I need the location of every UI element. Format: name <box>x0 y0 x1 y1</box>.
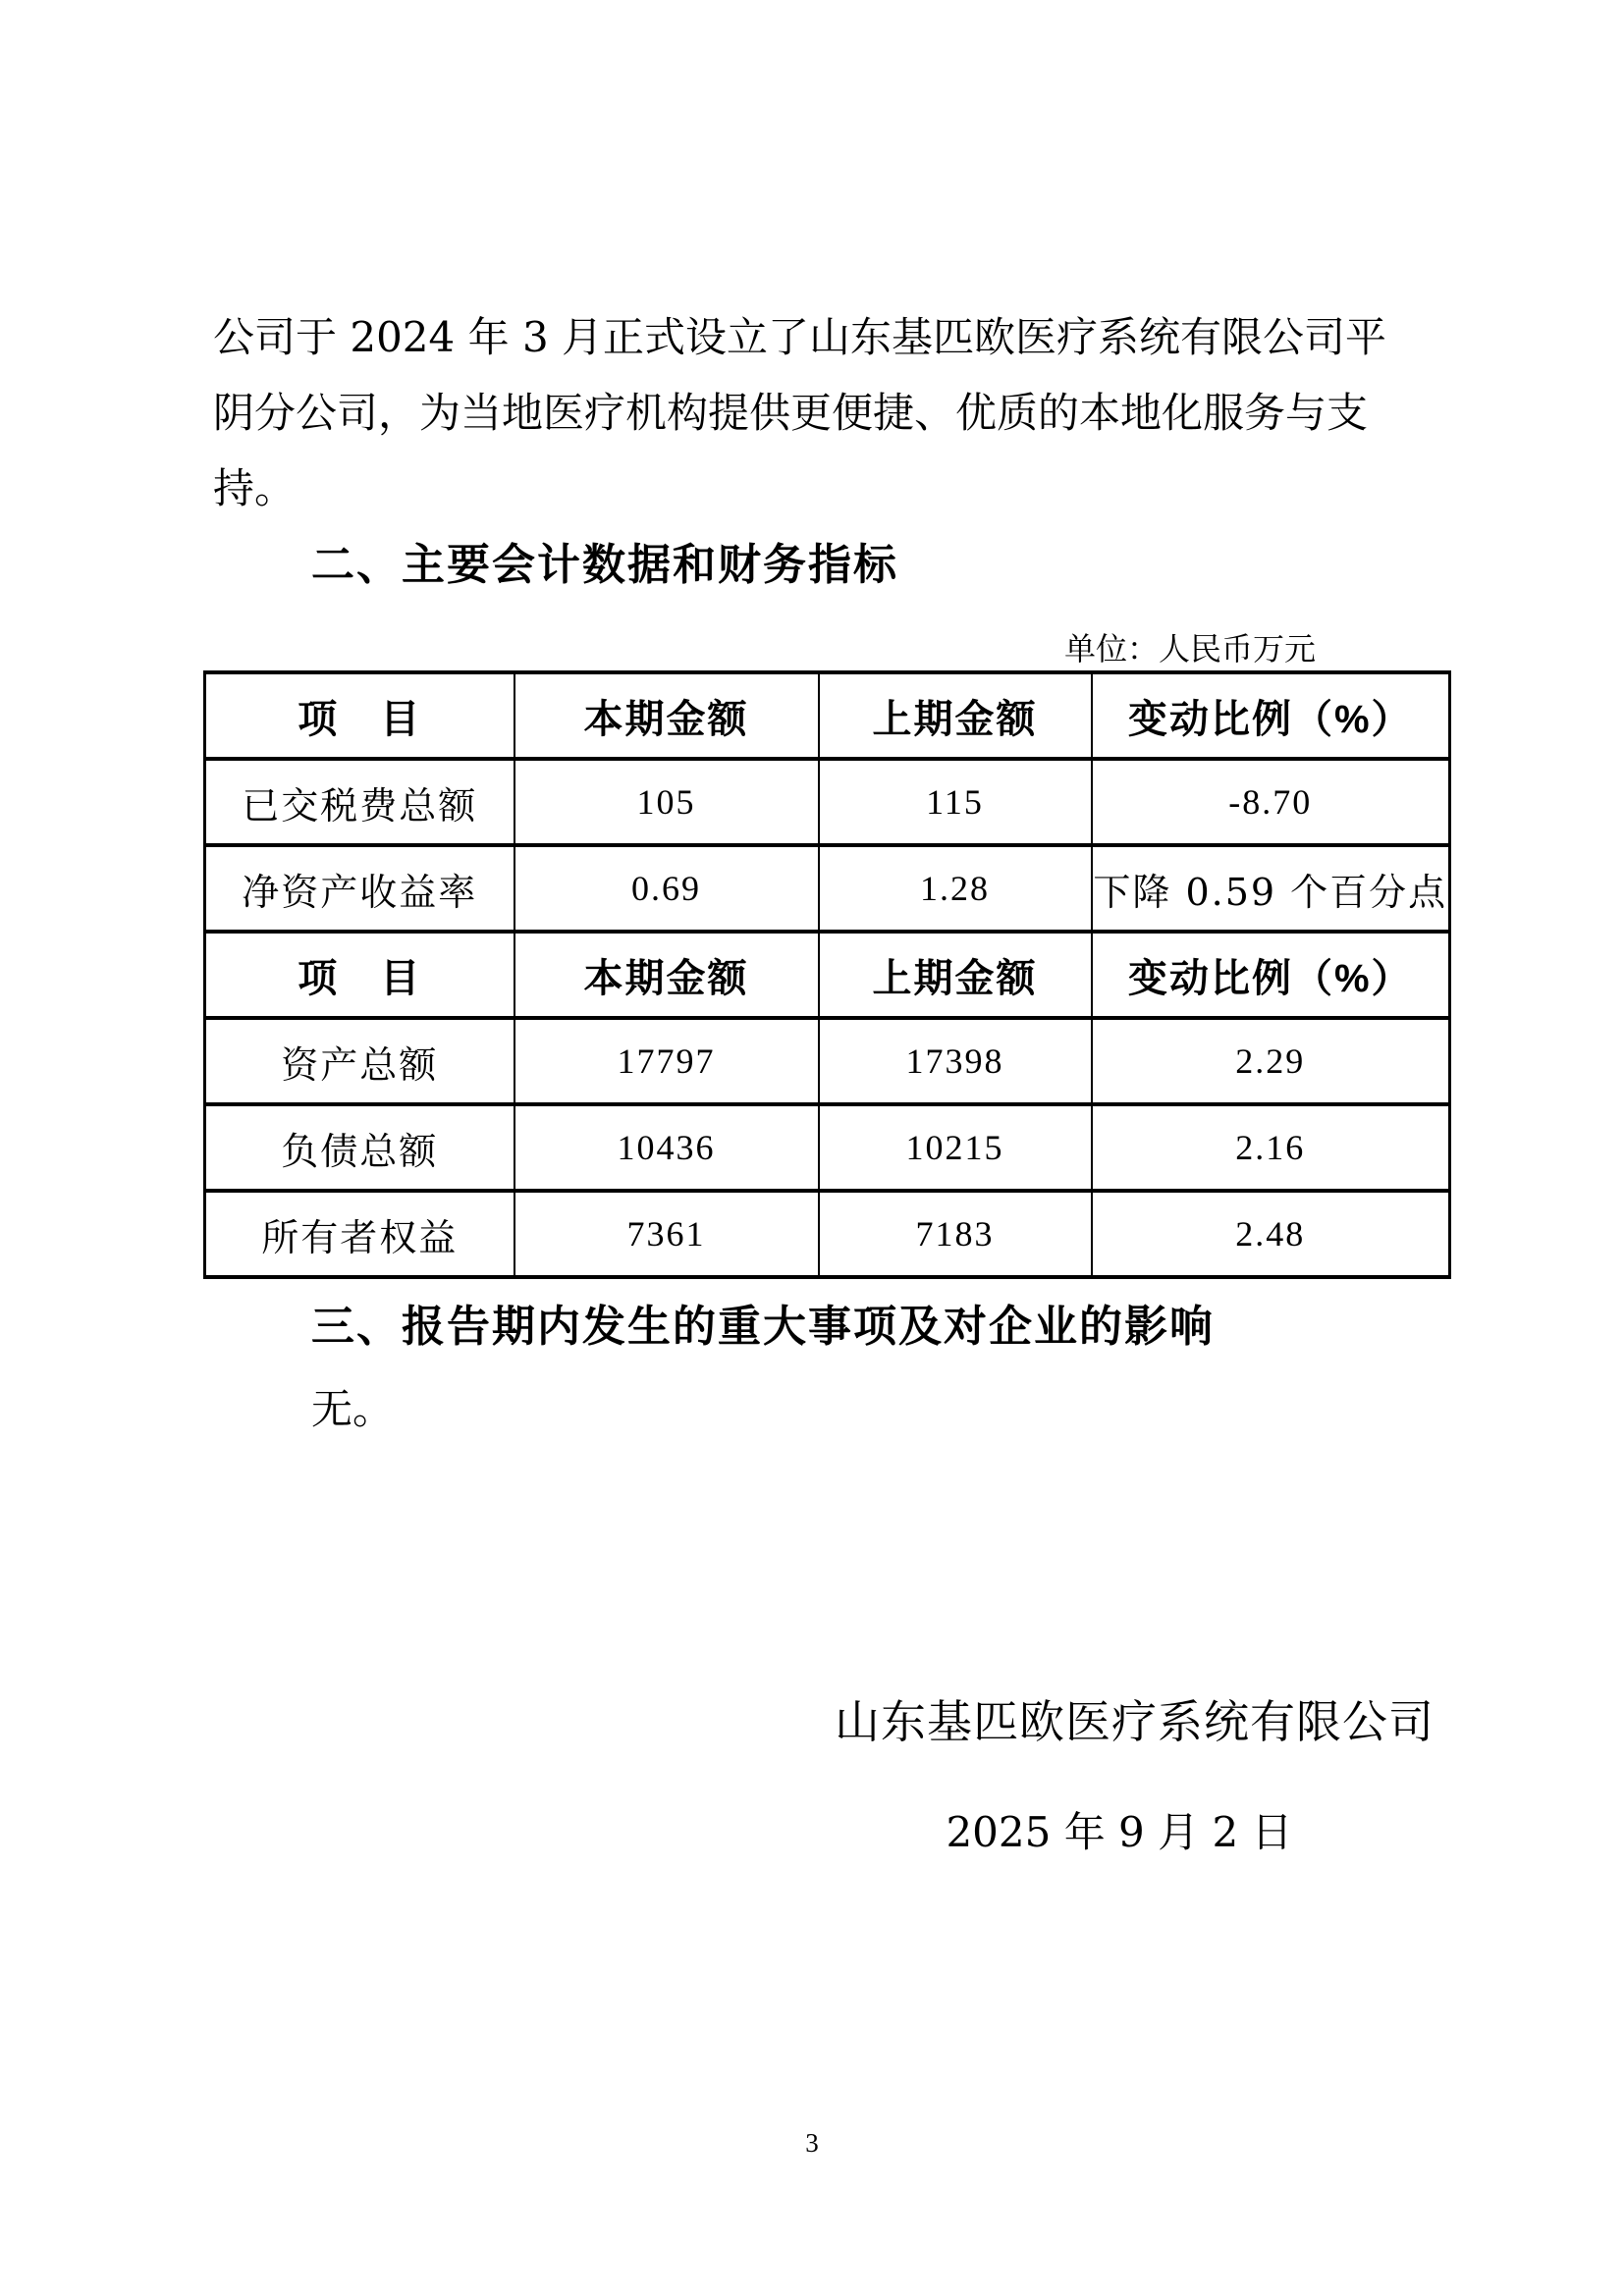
paragraph-line: 阴分公司，为当地医疗机构提供更便捷、优质的本地化服务与支 <box>213 389 1369 437</box>
row-prior-value: 10215 <box>819 1104 1092 1191</box>
column-header-change-ratio: 变动比例（%） <box>1092 932 1450 1018</box>
row-prior-value: 7183 <box>819 1191 1092 1277</box>
table-row <box>205 845 1450 932</box>
column-header-change-ratio: 变动比例（%） <box>1092 672 1450 759</box>
signature-company-name: 山东基匹欧医疗系统有限公司 <box>835 1695 1435 1748</box>
column-header-item: 项 目 <box>205 672 514 759</box>
currency-unit-label: 单位：人民币万元 <box>1063 630 1316 667</box>
column-header-prior-amount: 上期金额 <box>819 672 1092 759</box>
table-row <box>205 1018 1450 1104</box>
table-row <box>205 1191 1450 1277</box>
financial-indicators-table <box>203 670 1451 1279</box>
row-change-value: 2.16 <box>1092 1104 1450 1191</box>
row-label: 资产总额 <box>205 1018 514 1104</box>
row-label: 所有者权益 <box>205 1191 514 1277</box>
row-prior-value: 1.28 <box>819 845 1092 932</box>
row-change-value: 2.48 <box>1092 1191 1450 1277</box>
row-current-value: 10436 <box>514 1104 819 1191</box>
column-header-current-amount: 本期金额 <box>514 672 819 759</box>
row-change-value: 下降 0.59 个百分点 <box>1092 845 1450 932</box>
column-header-prior-amount: 上期金额 <box>819 932 1092 1018</box>
intro-paragraph <box>213 299 1431 526</box>
signature-date: 2025 年 9 月 2 日 <box>946 1808 1293 1856</box>
row-change-value: -8.70 <box>1092 759 1450 845</box>
table-header-row <box>205 672 1450 759</box>
section-3-heading: 三、报告期内发生的重大事项及对企业的影响 <box>311 1303 1215 1351</box>
page-number: 3 <box>805 2128 819 2158</box>
signature-block <box>835 1682 1435 1872</box>
table-row <box>205 1104 1450 1191</box>
row-current-value: 105 <box>514 759 819 845</box>
section-3-body: 无。 <box>311 1385 395 1433</box>
row-prior-value: 115 <box>819 759 1092 845</box>
paragraph-line: 公司于 2024 年 3 月正式设立了山东基匹欧医疗系统有限公司平 <box>213 313 1387 361</box>
row-current-value: 17797 <box>514 1018 819 1104</box>
section-2-heading: 二、主要会计数据和财务指标 <box>311 541 898 589</box>
paragraph-line: 持。 <box>213 464 297 512</box>
table-header-row <box>205 932 1450 1018</box>
column-header-current-amount: 本期金额 <box>514 932 819 1018</box>
row-change-value: 2.29 <box>1092 1018 1450 1104</box>
row-label: 净资产收益率 <box>205 845 514 932</box>
row-current-value: 0.69 <box>514 845 819 932</box>
row-label: 已交税费总额 <box>205 759 514 845</box>
row-label: 负债总额 <box>205 1104 514 1191</box>
row-current-value: 7361 <box>514 1191 819 1277</box>
row-prior-value: 17398 <box>819 1018 1092 1104</box>
table-row <box>205 759 1450 845</box>
column-header-item: 项 目 <box>205 932 514 1018</box>
